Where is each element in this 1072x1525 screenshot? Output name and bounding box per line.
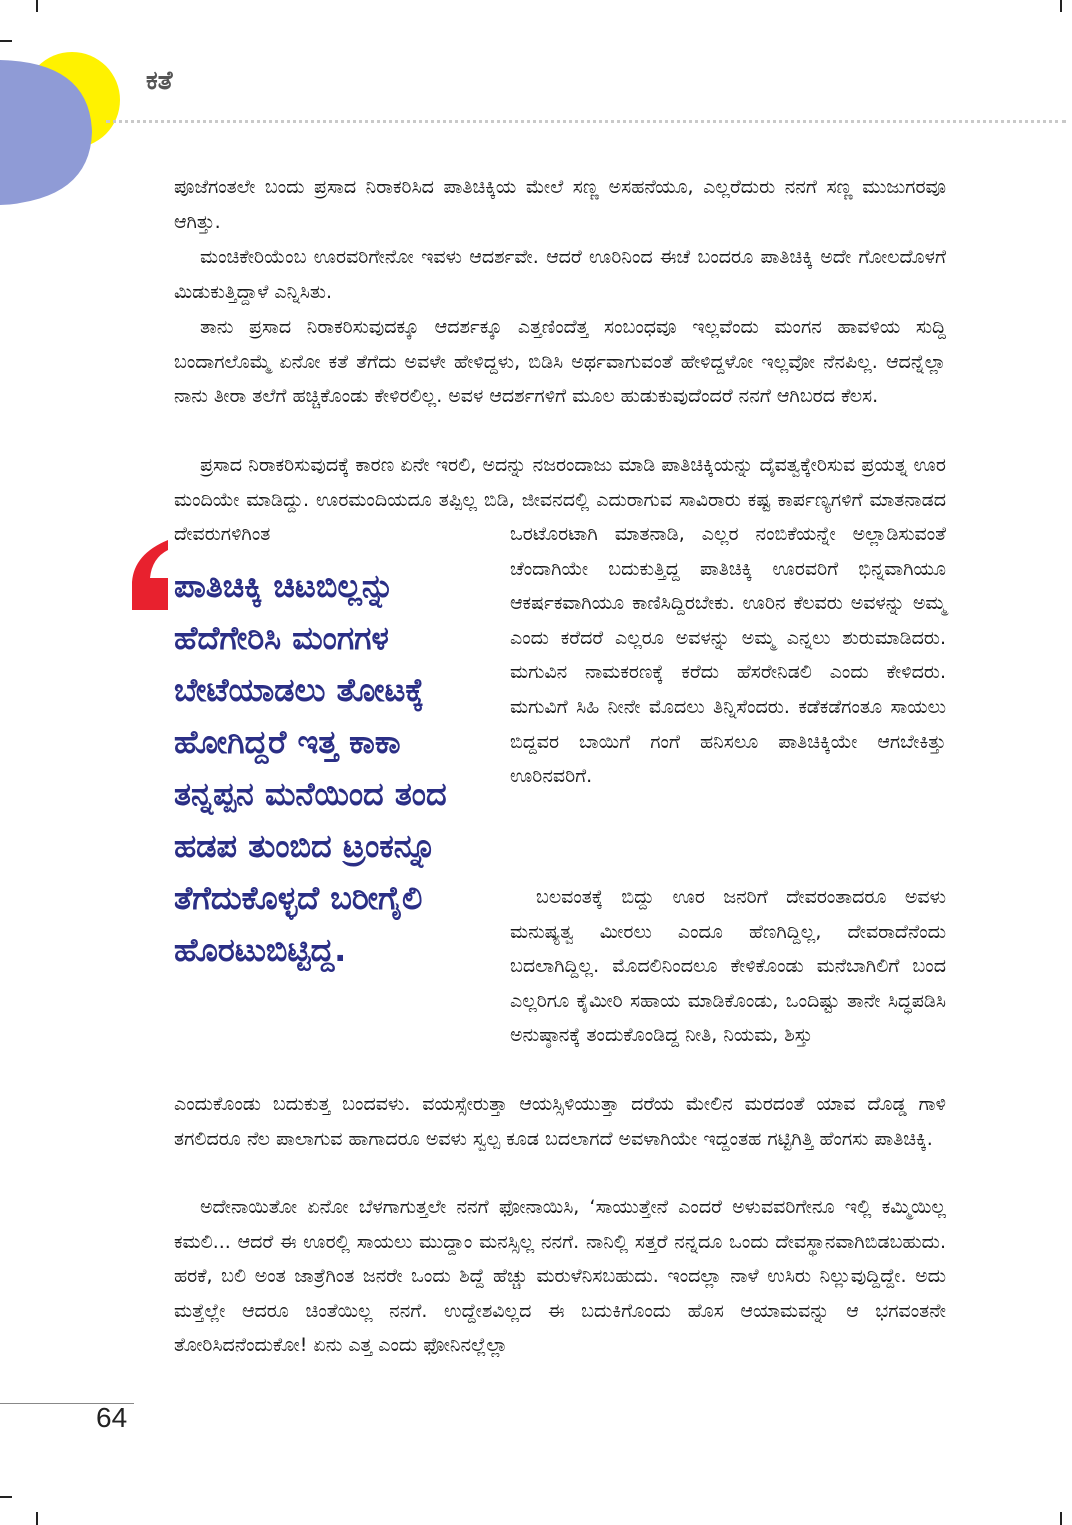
crop-mark (1060, 1512, 1062, 1525)
header-dotted-rule (106, 120, 1066, 123)
column-paragraph-2: ಬಲವಂತಕ್ಕೆ ಬಿದ್ದು ಊರ ಜನರಿಗೆ ದೇವರಂತಾದರೂ ಅವಳು ಮನುಷ್ಯತ್ವ ಮೀರಲು ಎಂದೂ ಹೆಣಗಿದ್ದಿಲ್ಲ, ದೇವರಾದೆನೆಂದು ಬದಲಾಗಿದ್ದಿಲ್ಲ. ಮೊದಲಿನಿಂದಲೂ ಕೇಳಿಕೊಂಡು ಮನೆಬಾಗಿಲಿಗೆ ಬಂದ ಎಲ್ಲರಿಗೂ ಕೈಮೀರಿ ಸಹಾಯ ಮಾಡಿಕೊಂಡು, ಒಂದಿಷ್ಟು ತಾನೇ ಸಿದ್ಧಪಡಿಸಿ ಅನುಷ್ಠಾನಕ್ಕೆ ತಂದುಕೊಂಡಿದ್ದ ನೀತಿ, ನಿಯಮ, ಶಿಸ್ತು (510, 886, 946, 1047)
crop-mark (36, 1512, 38, 1525)
paragraph-3: ತಾನು ಪ್ರಸಾದ ನಿರಾಕರಿಸುವುದಕ್ಕೂ ಆದರ್ಶಕ್ಕೂ ಎತ್ತಣಿಂದೆತ್ತ ಸಂಬಂಧವೂ ಇಲ್ಲವೆಂದು ಮಂಗನ ಹಾವಳಿಯ ಸುದ್ದಿ ಬಂದಾಗಲೊಮ್ಮೆ ಏನೋ ಕತೆ ತೆಗೆದು ಅವಳೇ ಹೇಳಿದ್ದಳು, ಬಿಡಿಸಿ ಅರ್ಥವಾಗುವಂತೆ ಹೇಳಿದ್ದಳೋ ಇಲ್ಲವೋ ನೆನಪಿಲ್ಲ. ಆದನ್ನೆಲ್ಲಾ ನಾನು ತೀರಾ ತಲೆಗೆ ಹಚ್ಚಿಕೊಂಡು ಕೇಳಿರಲಿಲ್ಲ. ಅವಳ ಆದರ್ಶಗಳಿಗೆ ಮೂಲ ಹುಡುಕುವುದೆಂದರೆ ನನಗೆ ಆಗಿಬರದ ಕೆಲಸ. (174, 316, 946, 408)
paragraph-continuation: ಎಂದುಕೊಂಡು ಬದುಕುತ್ತ ಬಂದವಳು. ವಯಸ್ಸೇರುತ್ತಾ ಆಯಸ್ಸಿಳಿಯುತ್ತಾ ದರೆಯ ಮೇಲಿನ ಮರದಂತೆ ಯಾವ ದೊಡ್ಡ ಗಾಳಿ ತಗಲಿದರೂ ನೆಲ ಪಾಲಾಗುವ ಹಾಗಾದರೂ ಅವಳು ಸ್ವಲ್ಪ ಕೂಡ ಬದಲಾಗದೆ ಅವಳಾಗಿಯೇ ಇದ್ದಂತಹ ಗಟ್ಟಿಗಿತ್ತಿ ಹೆಂಗಸು ಪಾತಿಚಿಕ್ಕಿ. (174, 1093, 946, 1150)
page-number: 64 (96, 1402, 128, 1433)
paragraph-4: ಪ್ರಸಾದ ನಿರಾಕರಿಸುವುದಕ್ಕೆ ಕಾರಣ ಏನೇ ಇರಲಿ, ಅದನ್ನು ನಜರಂದಾಜು ಮಾಡಿ ಪಾತಿಚಿಕ್ಕಿಯನ್ನು ದೈವತ್ವಕ್ಕೇರಿಸುವ ಪ್ರಯತ್ನ ಊರ ಮಂದಿಯೇ ಮಾಡಿದ್ದು. ಊರಮಂದಿಯದೂ ತಪ್ಪಿಲ್ಲ ಬಿಡಿ, ಜೀವನದಲ್ಲಿ ಎದುರಾಗುವ ಸಾವಿರಾರು ಕಷ್ಟ ಕಾರ್ಪಣ್ಯಗಳಿಗೆ ಮಾತನಾಡದ ದೇವರುಗಳಿಗಿಂತ (174, 454, 946, 546)
decorative-circles (0, 0, 140, 220)
section-label: ಕತೆ (146, 66, 173, 96)
pull-quote: ಪಾತಿಚಿಕ್ಕಿ ಚಿಟಬಿಲ್ಲನ್ನು ಹೆದೆಗೇರಿಸಿ ಮಂಗಗಳ ಬೇಟೆಯಾಡಲು ತೋಟಕ್ಕೆ ಹೋಗಿದ್ದರೆ ಇತ್ತ ಕಾಕಾ ತನ್ನಪ್ಪನ ಮನೆಯಿಂದ ತಂದ ಹಡಪ ತುಂಬಿದ ಟ್ರಂಕನ್ನೂ ತೆಗೆದುಕೊಳ್ಳದೆ ಬರೀಗೈಲಿ ಹೊರಟುಬಿಟ್ಟಿದ್ದ. (174, 567, 447, 969)
paragraph-2: ಮಂಚಿಕೇರಿಯೆಂಬ ಊರವರಿಗೇನೋ ಇವಳು ಆದರ್ಶವೇ. ಆದರೆ ಊರಿನಿಂದ ಈಚೆ ಬಂದರೂ ಪಾತಿಚಿಕ್ಕಿ ಅದೇ ಗೋಲದೊಳಗೆ ಮಿಡುಕುತ್ತಿದ್ದಾಳೆ ಎನ್ನಿಸಿತು. (174, 246, 946, 303)
paragraph-last: ಅದೇನಾಯಿತೋ ಏನೋ ಬೆಳಗಾಗುತ್ತಲೇ ನನಗೆ ಫೋನಾಯಿಸಿ, ‘ಸಾಯುತ್ತೇನೆ ಎಂದರೆ ಅಳುವವರಿಗೇನೂ ಇಲ್ಲಿ ಕಮ್ಮಿಯಿಲ್ಲ ಕಮಲಿ... ಆದರೆ ಈ ಊರಲ್ಲಿ ಸಾಯಲು ಮುದ್ದಾಂ ಮನಸ್ಸಿಲ್ಲ ನನಗೆ. ನಾನಿಲ್ಲಿ ಸತ್ತರೆ ನನ್ನದೂ ಒಂದು ದೇವಸ್ಥಾನವಾಗಿಬಿಡಬಹುದು. ಹರಕೆ, ಬಲಿ ಅಂತ ಜಾತ್ರೆಗಿಂತ ಜನರೇ ಒಂದು ಶಿದ್ದೆ ಹೆಚ್ಚು ಮರುಳೆನಿಸಬಹುದು. ಇಂದಲ್ಲಾ ನಾಳೆ ಉಸಿರು ನಿಲ್ಲುವುದ್ದಿದ್ದೇ. ಅದು ಮತ್ತೆಲ್ಲೇ ಆದರೂ ಚಿಂತೆಯಿಲ್ಲ ನನಗೆ. ಉದ್ದೇಶವಿಲ್ಲದ ಈ ಬದುಕಿಗೊಂದು ಹೊಸ ಆಯಾಮವನ್ನು ಆ ಭಗವಂತನೇ ತೋರಿಸಿದನೆಂದುಕೋ! ಏನು ಎತ್ತ ಎಂದು ಫೋನಿನಲ್ಲೆಲ್ಲಾ (174, 1196, 946, 1357)
quote-mark-icon (124, 540, 168, 610)
paragraph-1: ಪೂಜೆಗಂತಲೇ ಬಂದು ಪ್ರಸಾದ ನಿರಾಕರಿಸಿದ ಪಾತಿಚಿಕ್ಕಿಯ ಮೇಲೆ ಸಣ್ಣ ಅಸಹನೆಯೂ, ಎಲ್ಲರೆದುರು ನನಗೆ ಸಣ್ಣ ಮುಜುಗರವೂ ಆಗಿತ್ತು. (174, 176, 946, 233)
crop-mark (1060, 0, 1062, 12)
crop-mark (0, 1496, 12, 1498)
column-paragraph-1: ಒರಟೊರಟಾಗಿ ಮಾತನಾಡಿ, ಎಲ್ಲರ ನಂಬಿಕೆಯನ್ನೇ ಅಲ್ಲಾಡಿಸುವಂತೆ ಚೆಂದಾಗಿಯೇ ಬದುಕುತ್ತಿದ್ದ ಪಾತಿಚಿಕ್ಕಿ ಊರವರಿಗೆ ಭಿನ್ನವಾಗಿಯೂ ಆಕರ್ಷಕವಾಗಿಯೂ ಕಾಣಿಸಿದ್ದಿರಬೇಕು. ಊರಿನ ಕೆಲವರು ಅವಳನ್ನು ಅಮ್ಮ ಎಂದು ಕರೆದರೆ ಎಲ್ಲರೂ ಅವಳನ್ನು ಅಮ್ಮ ಎನ್ನಲು ಶುರುಮಾಡಿದರು. ಮಗುವಿನ ನಾಮಕರಣಕ್ಕೆ ಕರೆದು ಹೆಸರೇನಿಡಲಿ ಎಂದು ಕೇಳಿದರು. ಮಗುವಿಗೆ ಸಿಹಿ ನೀನೇ ಮೊದಲು ತಿನ್ನಿಸೆಂದರು. ಕಡೆಕಡೆಗಂತೂ ಸಾಯಲು ಬಿದ್ದವರ ಬಾಯಿಗೆ ಗಂಗೆ ಹನಿಸಲೂ ಪಾತಿಚಿಕ್ಕಿಯೇ ಆಗಬೇಕಿತ್ತು ಊರಿನವರಿಗೆ. (510, 523, 946, 788)
